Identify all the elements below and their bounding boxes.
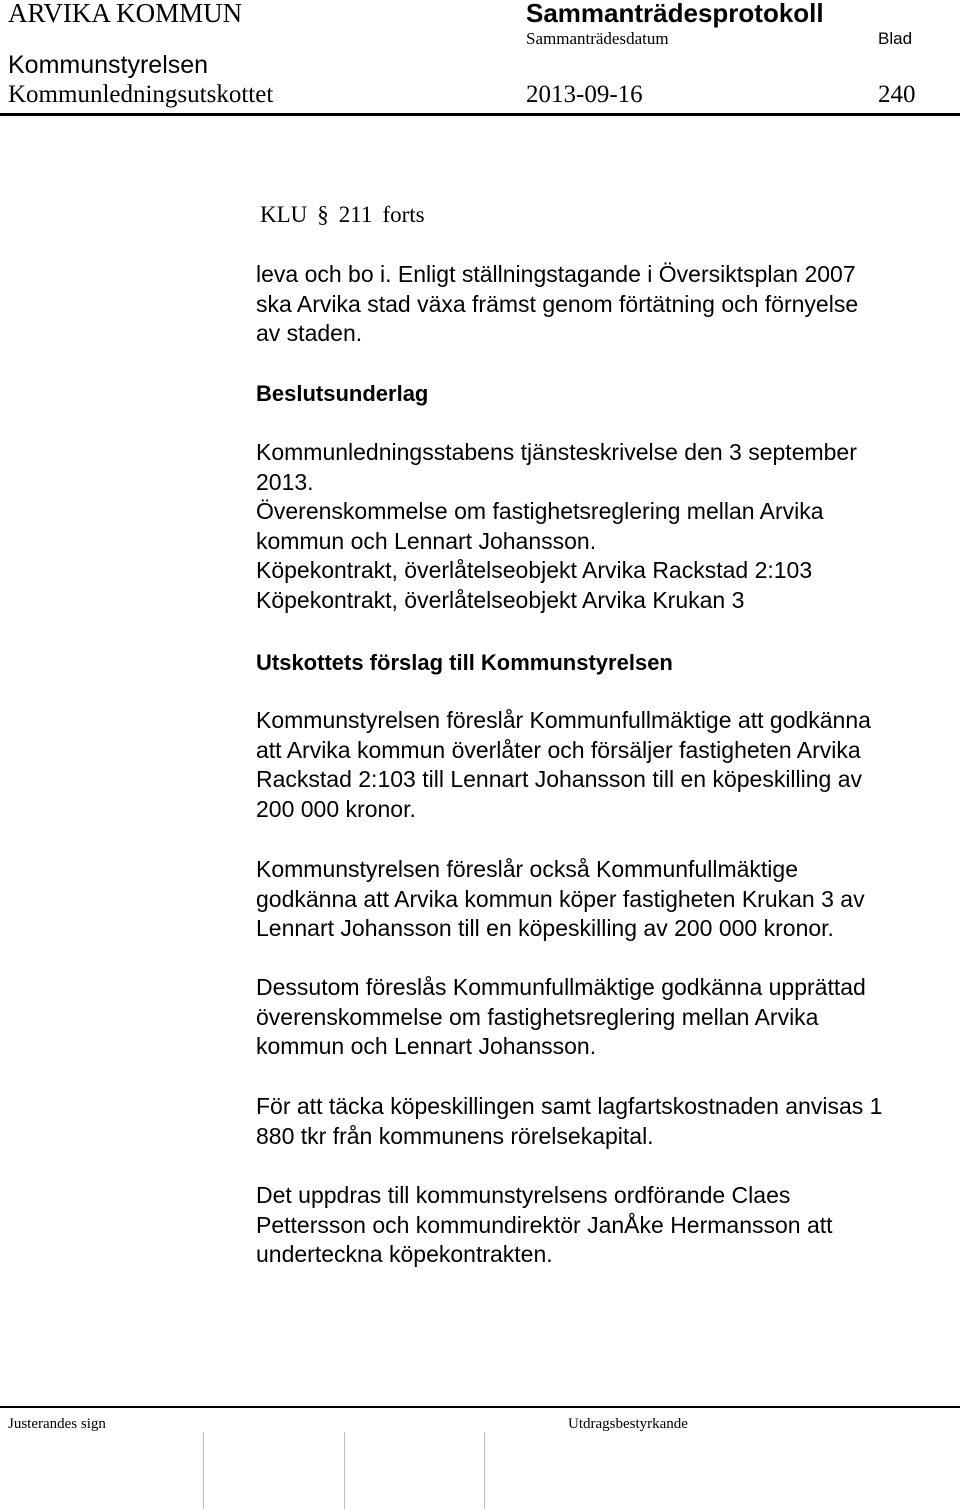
text-line: överenskommelse om fastighetsreglering mellan Arvika	[256, 1003, 819, 1030]
committee-name: Kommunledningsutskottet	[8, 81, 274, 108]
text-line: 200 000 kronor.	[256, 795, 416, 822]
text-line: ska Arvika stad växa främst genom förtätning och förnyelse	[256, 290, 859, 317]
proposal-paragraph	[256, 973, 866, 1062]
meeting-date: 2013-09-16	[526, 81, 643, 108]
section-reference	[260, 200, 425, 230]
text-line: Köpekontrakt, överlåtelseobjekt Arvika Krukan 3	[256, 586, 745, 613]
signature-label: Justerandes sign	[8, 1416, 106, 1432]
section-code: KLU	[260, 202, 308, 227]
proposal-heading: Utskottets förslag till Kommunstyrelsen	[256, 650, 673, 675]
section-suffix: forts	[382, 202, 425, 227]
text-line: Rackstad 2:103 till Lennart Johansson till en köpeskilling av	[256, 766, 863, 793]
page-label: Blad	[878, 29, 913, 48]
signature-box-divider	[484, 1432, 485, 1509]
text-line: underteckna köpekontrakten.	[256, 1241, 553, 1268]
text-line: Överenskommelse om fastighetsreglering mellan Arvika	[256, 498, 824, 525]
header-divider	[0, 113, 960, 116]
text-line: För att täcka köpeskillingen samt lagfartskostnaden anvisas 1	[256, 1093, 883, 1119]
organization-name: ARVIKA KOMMUN	[8, 0, 243, 28]
decision-basis-list	[256, 438, 857, 616]
text-line: Pettersson och kommundirektör JanÅke Hermansson att	[256, 1211, 833, 1238]
proposal-paragraph	[256, 1092, 882, 1151]
text-line: kommun och Lennart Johansson.	[256, 1033, 597, 1060]
certification-label: Utdragsbestyrkande	[568, 1416, 688, 1432]
section-symbol: §	[317, 202, 329, 227]
text-line: Kommunstyrelsen föreslår också Kommunfullmäktige	[256, 856, 798, 882]
intro-paragraph	[256, 260, 858, 349]
text-line: kommun och Lennart Johansson.	[256, 527, 597, 554]
proposal-paragraph	[256, 1181, 833, 1270]
signature-box-divider	[203, 1432, 204, 1509]
text-line: Köpekontrakt, överlåtelseobjekt Arvika Rackstad 2:103	[256, 557, 813, 584]
text-line: av staden.	[256, 320, 363, 347]
board-name: Kommunstyrelsen	[8, 51, 209, 79]
proposal-paragraph	[256, 855, 865, 944]
section-number: 211	[338, 202, 373, 227]
decision-basis-heading: Beslutsunderlag	[256, 381, 429, 406]
text-line: 2013.	[256, 468, 314, 495]
text-line: leva och bo i. Enligt ställningstagande i Översiktsplan 2007	[256, 261, 856, 287]
footer-divider	[0, 1406, 960, 1408]
text-line: Det uppdras till kommunstyrelsens ordförande Claes	[256, 1182, 791, 1208]
proposal-paragraph	[256, 706, 871, 824]
document-type: Sammanträdesprotokoll	[526, 0, 824, 28]
page-number: 240	[878, 81, 916, 108]
signature-box-divider	[344, 1432, 345, 1509]
text-line: Dessutom föreslås Kommunfullmäktige godkänna upprättad	[256, 974, 866, 1000]
text-line: att Arvika kommun överlåter och försäljer fastigheten Arvika	[256, 736, 861, 763]
text-line: Kommunledningsstabens tjänsteskrivelse den 3 september	[256, 439, 857, 465]
text-line: 880 tkr från kommunens rörelsekapital.	[256, 1122, 654, 1149]
meeting-date-label: Sammanträdesdatum	[526, 29, 669, 48]
text-line: Kommunstyrelsen föreslår Kommunfullmäktige att godkänna	[256, 707, 871, 733]
text-line: godkänna att Arvika kommun köper fastigheten Krukan 3 av	[256, 885, 865, 912]
text-line: Lennart Johansson till en köpeskilling av 200 000 kronor.	[256, 915, 834, 942]
